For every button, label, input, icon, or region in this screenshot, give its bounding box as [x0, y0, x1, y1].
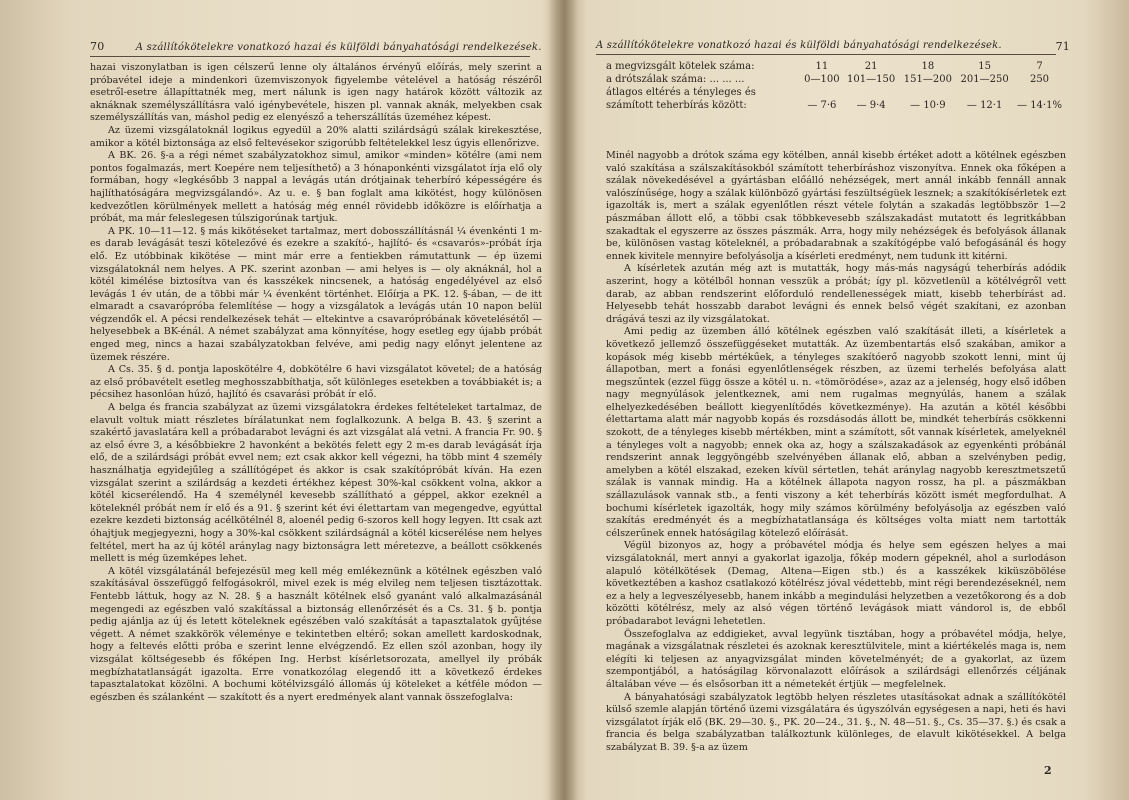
table-cell: — 14·1% [1017, 100, 1062, 111]
table-cell: 18 [921, 61, 935, 72]
table-cell [843, 86, 900, 99]
table-cell: — 9·4 [856, 100, 886, 111]
table-cell: 21 [864, 61, 878, 72]
paragraph: A kötél vizsgálatánál befejezésül meg kell még emlékeznünk a kötélnek egészben való szakításával összefüggő felfogásokról, mivel ezek is még elvileg nem teljesen tisztázottak. Fentebb láttuk, hogy az N. 28. § a használt kötélnek első gyanánt való alkalmazásánál megengedi az egészben való szakítással a biztonság ellenőrzését és a Cs. 31. § b. pontja pedig ajánlja az új és letett köteleknek egészében való szakítását a tapasztalatok gyűjtése végett. A német szakkörök véleménye e tekintetben eltérő; sokan amellett kardoskodnak, hogy a feltevés előtti próba e szerint lenne elvégzendő. Ez ellen szól azonban, hogy ily vizsgálat költségesebb és főképen Ing. Herbst kísérletsorozata, amellyel ily próbák megbízhatatlanságát igazolta. Erre vonatkozólag elegendő itt a következő érdekes tapasztalatokat közölni. A bochumi kötélvizsgáló állomás új köteleket a kétféle módon — egészben és szálanként — szakított és a nyert eredmények alant vannak összefoglalva: [90, 565, 542, 703]
paragraph: Minél nagyobb a drótok száma egy kötélben, annál kisebb értéket adott a kötélnek egészben való szakítása a szálszakításokból számított teherbíráshoz viszonyítva. Ennek oka főképen a szálak növekedésével a gyártásban előálló nehézségek, mert annál inkább fennáll annak valószínűsége, hogy a szálak különböző gyártási feszültségüek lesznek; a szakítókísérletek ezt igazolták is, mert a szálak egyenlőtlen részt vétele folytán a szakadás legtöbbször 1—2 pászmában állott elő, a többi csak többkevesebb szálszakadást mutatott és legritkábban szakadtak el egyszerre az összes pászmák. Arra, hogy mily nehézségek és befolyások állanak be, különösen vastag köteleknél, a próbadarabnak a szakítógépbe való befogásánál és hogy ennek kivitele mennyire befolyásolja a kísérleti eredményt, nem tudunk itt kitérni. [606, 150, 1066, 262]
table-cell [956, 86, 1013, 99]
paragraph: A belga és francia szabályzat az üzemi vizsgálatokra érdekes feltételeket tartalmaz, de elavult voltuk miatt részletes bírálatunkat nem foglalkozunk. A belga B. 43. § szerint a szakértő javaslatára kell a próbadarabot levágni és azt vizsgálat alá vetni. A francia Fr. 90. § az első évre 3, a későbbiekre 2 havonként a bekötés felett egy 2 m-es darab levágását írja elő, de a szilárdsági próbát evvel nem; ezt csak akkor kell végezni, ha több mint 4 személy használhatja egyidejűleg a szállítógépet és akkor is csak szakítópróbát kíván. Ha ezen vizsgálat szerint a szilárdság a kezdeti értékhez képest 30%-kal csökkent volna, akkor a kötél kicserélendő. Ha 4 személynél kevesebb szállítható a géppel, akkor ezeknél a köteleknél próbát nem ír elő és a 91. § szerint két évi élettartam van megengedve, egyúttal ezekre kezdeti biztonság acélkötélnél 8, aloenél pedig 6-szoros kell hogy legyen. Itt csak azt óhajtjuk megjegyezni, hogy a 30%-kal csökkent szilárdságnál a kötél kicserélése nem helyes feltétel, mert ha az új kötél aránylag nagy biztonságra lett méretezve, a beállott csökkenés mellett is még üzemképes lehet. [90, 402, 542, 565]
row-label: átlagos eltérés a tényleges és [606, 87, 756, 98]
left-running-head [90, 40, 542, 57]
right-page [566, 0, 1129, 800]
right-running-head-text: A szállítókötelekre vonatkozó hazai és külföldi bányahatósági rendelkezések. [596, 40, 1002, 51]
table-cell [1013, 86, 1066, 99]
row-label: a megvizsgált kötelek száma: [606, 61, 755, 72]
signature-mark: 2 [1044, 764, 1052, 777]
table-cell: 7 [1036, 61, 1043, 72]
row-label: számított teherbírás között: [606, 100, 747, 111]
table-cell: 11 [815, 61, 829, 72]
paragraph: A BK. 26. §-a a régi német szabályzatokhoz simul, amikor «minden» kötélre (ami nem pontos fogalmazás, mert Koepére nem teljesíthető) a 3 hónaponkénti vizsgálatot írja elő oly formában, hogy «legkésőbb 3 nappal a levágás után drótjainak teherbíró képességére és hajlíthatóságára megvizsgálandó». Az u. e. § ban foglalt ama kikötést, hogy különösen kedvezőtlen körülmények mellett a hatóság még ennél rövidebb időközre is előírhatja a próbát, ma már feleslegesen túlszigorúnak tartjuk. [90, 150, 542, 225]
table-cell: 101—150 [847, 74, 896, 85]
table-row [606, 60, 1066, 73]
table-cell: 0—100 [804, 74, 840, 85]
left-running-head-text: A szállítókötelekre vonatkozó hazai és külföldi bányahatósági rendelkezések. [135, 42, 542, 53]
table-cell [801, 86, 843, 99]
table-cell: — 7·6 [807, 100, 837, 111]
paragraph: Ami pedig az üzemben álló kötélnek egészben való szakítását illeti, a kísérletek a következő jellemző összefüggéseket mutatták. Az üzembentartás első szakában, amikor a kopások még kisebb mértékűek, a tényleges szakítóerő nagyobb szokott lenni, mint új állapotban, mert a fonási egyenlőtlenségek részben, az üzemi terhelés befolyása alatt megszűntek (ezzel függ össze a kötél u. n. «tömörödése», azaz az a jelenség, hogy első időben nagy megnyúlások jelentkeznek, ami nem rugalmas megnyúlás, hanem a szálak elhelyezkedésében beállott kiegyenlítődés következménye). Ha azután a kötél későbbi élettartama alatt már nagyobb kopás és rozsdásodás állott be, mindkét teherbírás csökkenni szokott, de a tényleges kisebb mértékben, mint a számított, sőt vannak kísérletek, amelyeknél a tényleges volt a nagyobb; ennek oka az, hogy a szálszakadások az egyenkénti próbánál rendszerint annak leggyöngébb szelvényében állanak elő, abban a szelvényben pedig, amelyben a kötél elszakad, ezeken kívül sértetlen, tehát aránylag nagyobb keresztmetszetű szálak is vannak mindig. Ha a kötélnek állapota nagyon rossz, ha pl. a pászmákban szállazulások vannak stb., a fenti viszony a két teherbírás között ismét megfordulhat. A bochumi kísérletek igazolták, hogy mily számos körülmény befolyásolja az egészben való szakítás eredményét és a megbízhatatlansága és költséges volta miatt nem tartották célszerűnek ennek hatóságilag kötelező előírását. [606, 326, 1066, 539]
paragraph: A Cs. 35. § d. pontja laposkötélre 4, dobkötélre 6 havi vizsgálatot követel; de a hatóság az első próbavételt esetleg meghosszabbíthatja, sőt különleges esetekben a továbbiakét is; a pécsihez hasonlóan húzó, hajlító és csavarási próbát ír elő. [90, 364, 542, 401]
left-page [0, 0, 560, 800]
rope-test-stats-table [606, 60, 1066, 112]
table-row [606, 99, 1066, 112]
row-label: a drótszálak száma: ... ... ... [606, 74, 745, 85]
table-cell [900, 86, 957, 99]
table-cell: 250 [1029, 74, 1050, 85]
table-row [606, 73, 1066, 86]
paragraph: Az üzemi vizsgálatoknál logikus egyedül a 20% alatti szilárdságú szálak kirekesztése, amikor a kötél biztonsága az első feltevésekor szigorúbb feltételekkel lesz úgyis ellenőrizve. [90, 124, 542, 149]
right-running-head [596, 40, 1070, 55]
left-page-number: 70 [90, 40, 105, 53]
paragraph: hazai viszonylatban is igen célszerű lenne oly általános érvényű előírás, mely szerint a próbavétel ideje a mindenkori üzemviszonyok figyelembe vételével a hatóság részéről esetről-esetre állapíttatnék meg, mert nálunk is igen nagy határok között változik az aknáknak személyszállításra való igénybevétele, hiszen pl. vannak aknák, melyekben csak személyszállítás van, máshol pedig ez elenyésző a teherszállítás üzeméhez képest. [90, 62, 542, 124]
paragraph: A PK. 10—11—12. § más kikötéseket tartalmaz, mert dobosszállításnál ¼ évenkénti 1 m-es darab levágását teszi kötelezővé és ezekre a szakító-, hajlító- és «csavarós»-próbát írja elő. Ez utóbbinak kikötése — mint már erre a fentiekben rámutattunk — ép üzemi vizsgálatoknál nem helyes. A PK. szerint azonban — ami helyes is — oly aknáknál, hol a kötél kimélése biztosítva van és kasszékek nincsenek, a hatóság engedélyével az első levágás 1 év után, de a többi már ¼ évenként történhet. Előírja a PK. 12. §-ában, — de itt elmaradt a csavarópróba felemlítése — hogy a vizsgálatok a levágás után 10 napon belül végzendők el. A pécsi rendelkezések tehát — eltekintve a csavarópróbának követelésétől — helyesebbek a BK-énál. A német szabályzat ama könnyítése, hogy esetleg egy újabb próbát enged meg, nincs a hazai szabályzatokban felvéve, ami pedig nagy előnyt jelentene az üzemek részére. [90, 225, 542, 363]
left-body-text [90, 62, 542, 750]
table-cell: 201—250 [960, 74, 1009, 85]
paragraph: Összefoglalva az eddigieket, avval legyünk tisztában, hogy a próbavétel módja, helye, magának a vizsgálatnak részletei és azoknak keresztülvitele, mint a kiértékelés maga is, nem elégíti ki teljesen az anyagvizsgálat minden követelményét; de a gyakorlat, az üzem szempontjából, a hatóságilag körvonalazott előírások a szilárdsági ellenőrzés céljának általában véve — és elsősorban itt a németekét értjük — megfelelnek. [606, 628, 1066, 690]
table-cell: 15 [978, 61, 991, 72]
table-cell: — 10·9 [910, 100, 946, 111]
paragraph: A bányahatósági szabályzatok legtöbb helyen részletes utasításokat adnak a szállítókötél külső szemle alapján történő üzemi vizsgálatára és úgyszólván egységesen a napi, heti és havi vizsgálatot írják elő (BK. 29—30. §., PK. 20—24., 31. §., N. 48—51. §., Cs. 35—37. §.) és csak a francia és belga szabályzatban találkoztunk különleges, de elavult kikötésekkel. A belga szabályzat B. 39. §-a az üzem [606, 691, 1066, 753]
right-page-number: 71 [1055, 40, 1070, 53]
paragraph: Végül bizonyos az, hogy a próbavétel módja és helye sem egészen helyes a mai vizsgálatoknál, mert annyi a gyakorlat igazolja, főkép modern gépeknél, ahol a surlodáson alapuló kötélkötések (Demag, Altena—Eigen stb.) és a kasszékek kiküszöbölése következtében a kashoz csatlakozó kötélrész jóval védettebb, mint régi berendezéseknél, nem ez a hely a legveszélyesebb, hanem inkább a megindulási helyzetben a vezetőkorong és a dob közötti kötélrész, mely az alsó végen történő levágások miatt vándorol is, de ebből próbadarabot levágni lehetetlen. [606, 540, 1066, 627]
paragraph: A kísérletek azután még azt is mutatták, hogy más-más nagyságú teherbírás adódik aszerint, hogy a kötélből honnan vesszük a próbát; így pl. közvetlenül a kötélvégről vett darab, az abban rendszerint előforduló rendellenességek miatt, kisebb teherbírást ad. Helyesebb tehát hosszabb darabot levágni és ennek belső végét szakítani, ez azonban drágává teszi az ily vizsgálatokat. [606, 263, 1066, 325]
table-cell: 151—200 [903, 74, 952, 85]
table-row [606, 86, 1066, 99]
table-cell: — 12·1 [966, 100, 1003, 111]
right-body-text [606, 150, 1066, 754]
